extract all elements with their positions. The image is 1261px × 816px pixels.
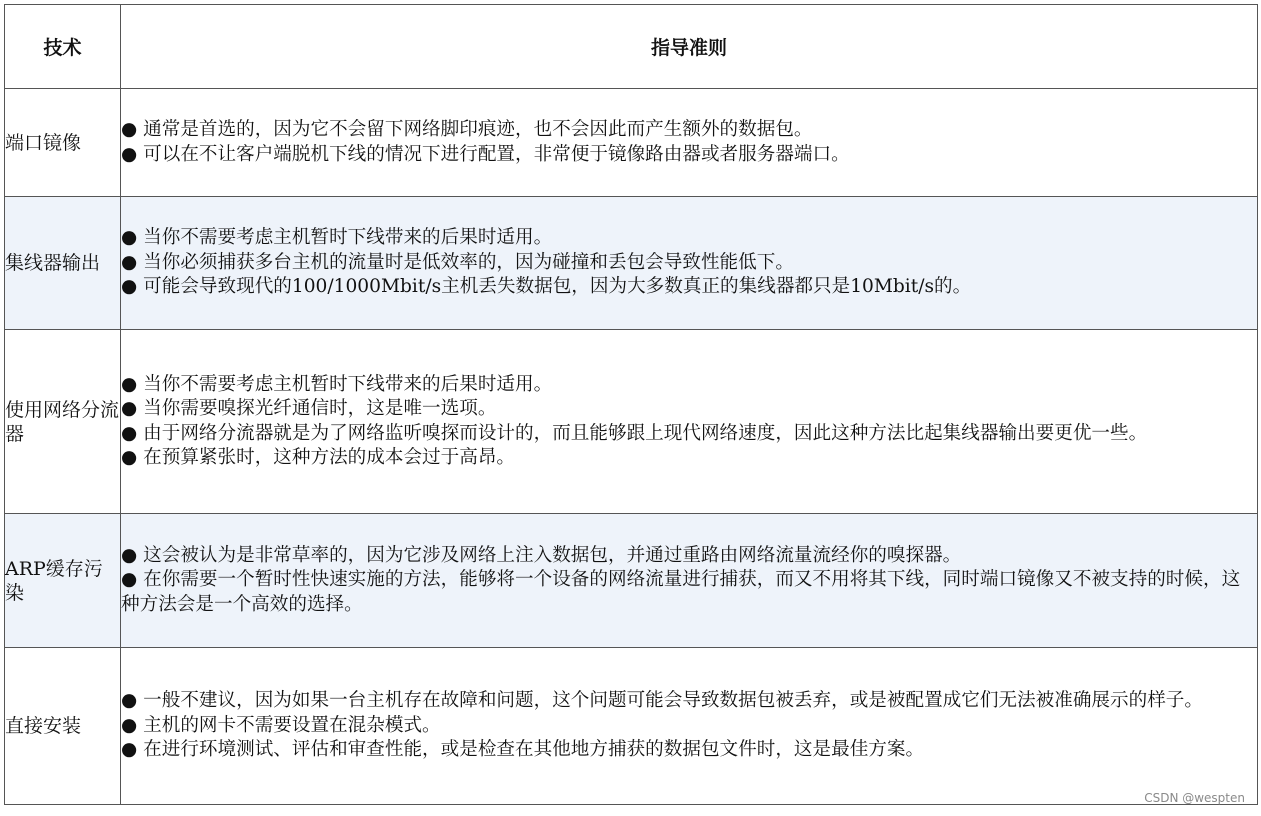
guideline-line: ● 当你不需要考虑主机暂时下线带来的后果时适用。 [121, 227, 553, 249]
guideline-line: ● 由于网络分流器就是为了网络监听嗅探而设计的，而且能够跟上现代网络速度，因此这种方法比起集线器输出要更优一些。 [121, 422, 1148, 444]
table-row [5, 89, 1258, 197]
guideline-cell [121, 89, 1258, 197]
guideline-line: ● 通常是首选的，因为它不会留下网络脚印痕迹，也不会因此而产生额外的数据包。 [121, 119, 813, 140]
guideline-line: ● 当你必须捕获多台主机的流量时是低效率的，因为碰撞和丢包会导致性能低下。 [121, 251, 794, 273]
guideline-table [4, 4, 1258, 805]
guideline-line: ● 一般不建议，因为如果一台主机存在故障和问题，这个问题可能会导致数据包被丢弃，或是被配置成它们无法被准确展示的样子。 [121, 690, 1203, 712]
technique-cell: 端口镜像 [5, 89, 121, 197]
technique-cell: ARP缓存污染 [5, 514, 121, 648]
technique-cell: 使用网络分流器 [5, 330, 121, 514]
technique-cell: 直接安装 [5, 648, 121, 805]
guideline-line: ● 可以在不让客户端脱机下线的情况下进行配置，非常便于镜像路由器或者服务器端口。 [121, 143, 850, 165]
guideline-line: ● 在预算紧张时，这种方法的成本会过于高昂。 [121, 447, 516, 468]
header-technique: 技术 [5, 5, 121, 89]
technique-cell: 集线器输出 [5, 197, 121, 330]
guideline-line: ● 当你需要嗅探光纤通信时，这是唯一选项。 [121, 398, 497, 419]
guideline-line: ● 当你不需要考虑主机暂时下线带来的后果时适用。 [121, 373, 553, 395]
guideline-cell [121, 330, 1258, 514]
table-row [5, 197, 1258, 330]
guideline-cell [121, 197, 1258, 330]
table-row [5, 648, 1258, 805]
table-header-row [5, 5, 1258, 89]
guideline-cell [121, 514, 1258, 648]
guideline-line: ● 可能会导致现代的100/1000Mbit/s主机丢失数据包，因为大多数真正的集线器都只是10Mbit/s的。 [121, 276, 972, 298]
guideline-cell [121, 648, 1258, 805]
guideline-line: ● 在进行环境测试、评估和审查性能，或是检查在其他地方捕获的数据包文件时，这是最佳方案。 [121, 739, 925, 761]
watermark: CSDN @wespten [1144, 791, 1245, 805]
guideline-line: ● 这会被认为是非常草率的，因为它涉及网络上注入数据包，并通过重路由网络流量流经你的嗅探器。 [121, 544, 962, 566]
table-row [5, 330, 1258, 514]
table-row [5, 514, 1258, 648]
header-guideline: 指导准则 [121, 5, 1258, 89]
guideline-line: ● 在你需要一个暂时性快速实施的方法，能够将一个设备的网络流量进行捕获，而又不用将其下线，同时端口镜像又不被支持的时候，这种方法会是一个高效的选择。 [121, 569, 1241, 615]
guideline-line: ● 主机的网卡不需要设置在混杂模式。 [121, 714, 441, 736]
